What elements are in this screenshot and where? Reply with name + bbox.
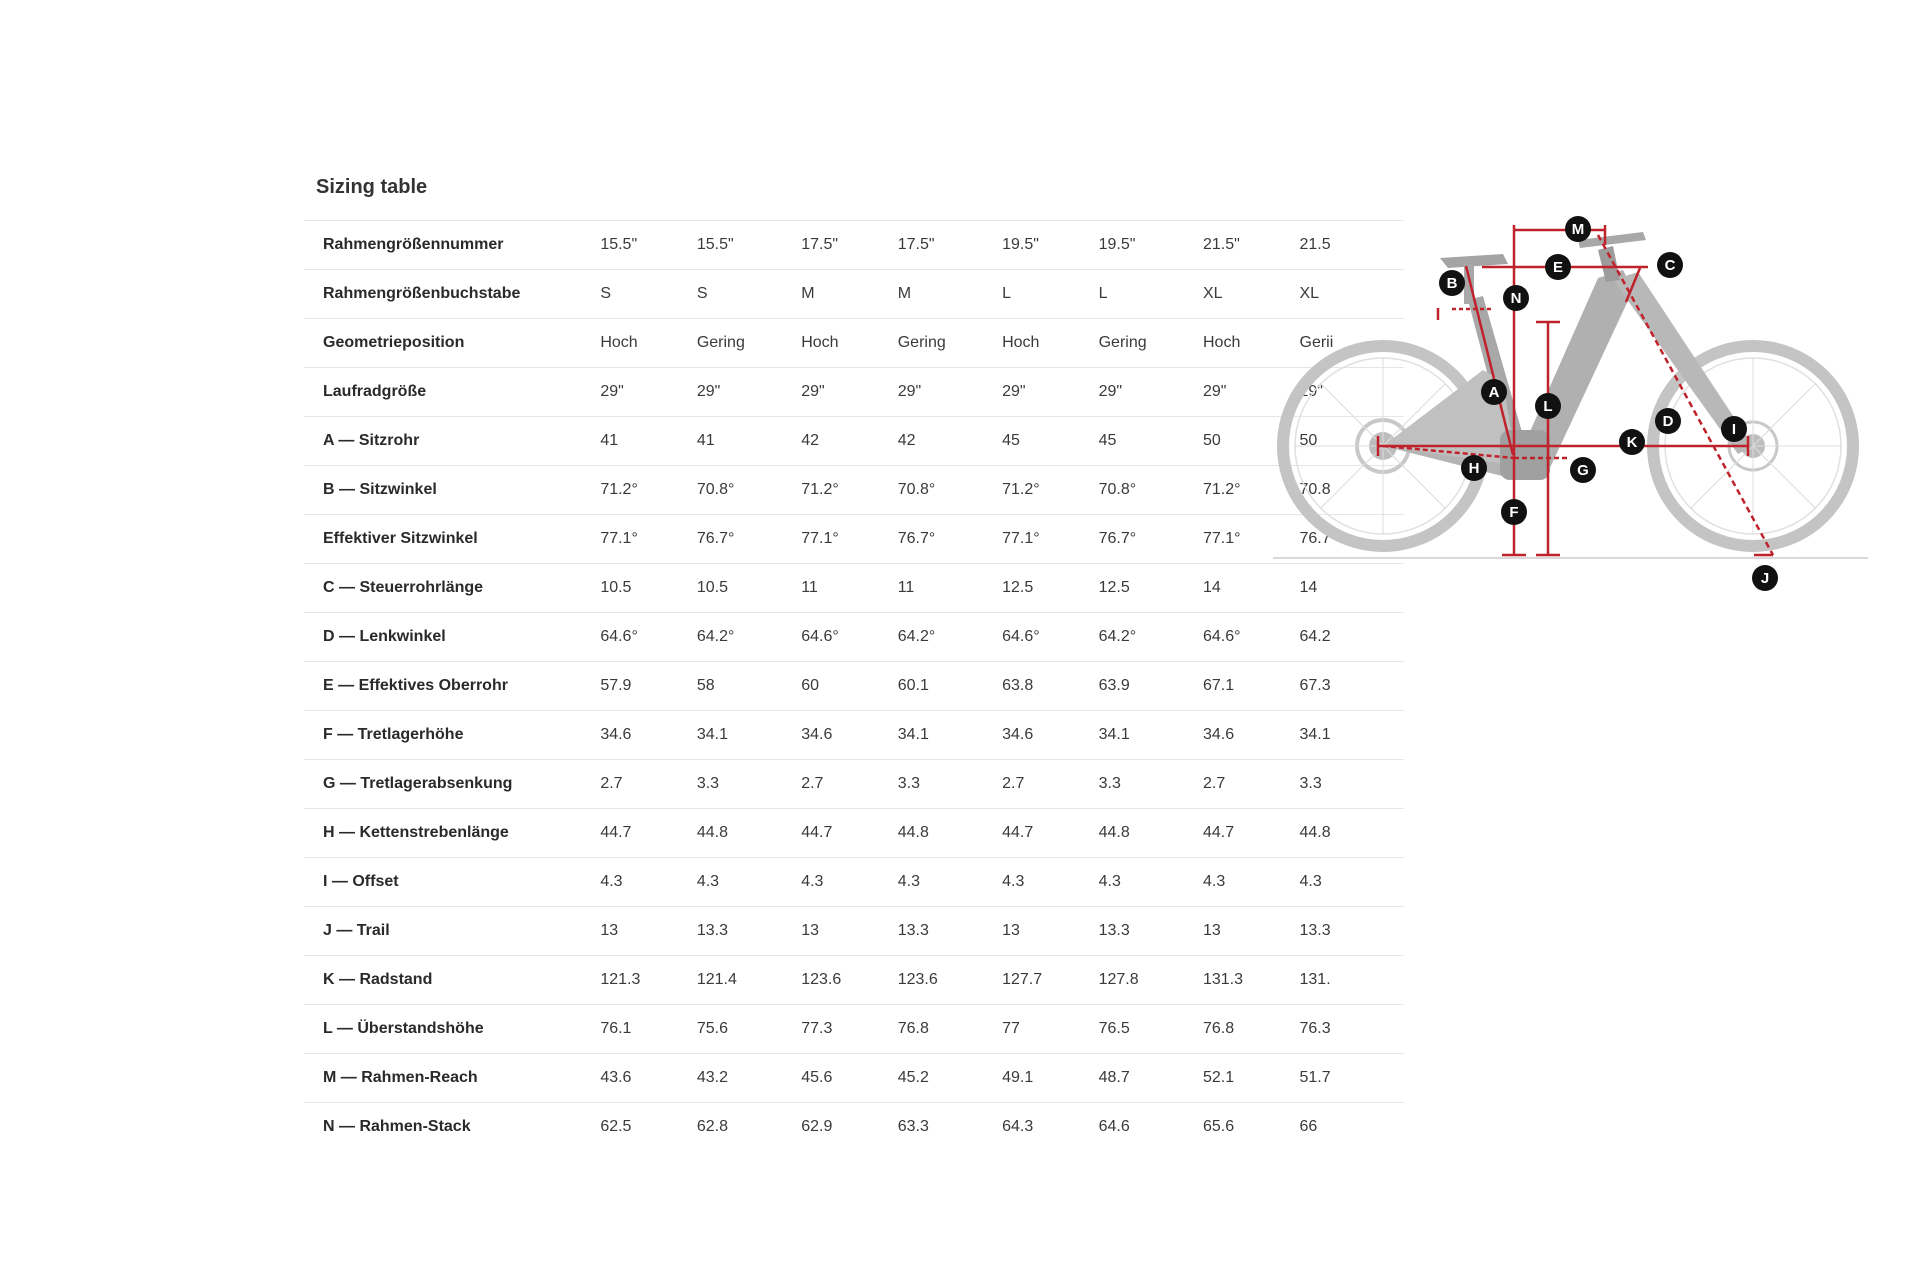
table-cell: 50 [1203,417,1300,466]
table-cell: 14 [1300,564,1405,613]
table-cell: 121.3 [600,956,697,1005]
table-cell: 10.5 [600,564,697,613]
table-cell: 4.3 [600,858,697,907]
row-label: J — Trail [304,907,600,956]
row-label: E — Effektives Oberrohr [304,662,600,711]
table-cell: 3.3 [1300,760,1405,809]
table-cell: 71.2° [801,466,898,515]
badge-n [1503,285,1529,311]
table-cell: 4.3 [801,858,898,907]
table-cell: 4.3 [1002,858,1099,907]
svg-text:C: C [1664,257,1676,274]
svg-text:I: I [1731,421,1737,438]
table-cell: 44.7 [1002,809,1099,858]
table-cell: 11 [801,564,898,613]
table-cell: Hoch [1002,319,1099,368]
table-cell: 44.7 [1203,809,1300,858]
table-cell: 13.3 [898,907,1002,956]
table-cell: 70.8° [1099,466,1203,515]
table-cell: Gering [1099,319,1203,368]
table-cell: 34.6 [1002,711,1099,760]
table-cell: 44.7 [801,809,898,858]
table-cell: 43.2 [697,1054,801,1103]
row-label: Rahmengrößenbuchstabe [304,270,600,319]
svg-text:J: J [1760,570,1770,587]
table-cell: 65.6 [1203,1103,1300,1152]
table-cell: 75.6 [697,1005,801,1054]
row-label: Laufradgröße [304,368,600,417]
table-cell: 76.7° [697,515,801,564]
table-cell: Hoch [600,319,697,368]
table-cell: 77.3 [801,1005,898,1054]
table-cell: 15.5" [697,221,801,270]
table-cell: 76.7° [1099,515,1203,564]
table-cell: 76.5 [1099,1005,1203,1054]
table-row [304,417,1404,466]
table-cell: 76.7 [1300,515,1405,564]
table-row [304,956,1404,1005]
table-row [304,711,1404,760]
table-cell: 44.7 [600,809,697,858]
row-label: L — Überstandshöhe [304,1005,600,1054]
table-cell: 51.7 [1300,1054,1405,1103]
table-cell: Gerii [1300,319,1405,368]
table-cell: 123.6 [801,956,898,1005]
badge-b [1439,270,1465,296]
row-label: G — Tretlagerabsenkung [304,760,600,809]
badge-i [1721,416,1747,442]
table-cell: 62.5 [600,1103,697,1152]
table-cell: 127.8 [1099,956,1203,1005]
table-cell: 77.1° [801,515,898,564]
table-cell: 60.1 [898,662,1002,711]
table-cell: 63.9 [1099,662,1203,711]
badge-j [1752,565,1778,591]
table-cell: 13 [1203,907,1300,956]
table-cell: 64.3 [1002,1103,1099,1152]
svg-text:D: D [1662,413,1674,430]
table-cell: 77 [1002,1005,1099,1054]
table-cell: 34.6 [1203,711,1300,760]
table-cell: 4.3 [898,858,1002,907]
table-cell: 76.1 [600,1005,697,1054]
table-cell: 49.1 [1002,1054,1099,1103]
table-cell: 11 [898,564,1002,613]
table-cell: 63.3 [898,1103,1002,1152]
table-row [304,858,1404,907]
table-cell: 64.6° [1203,613,1300,662]
table-cell: Gering [697,319,801,368]
table-cell: 42 [801,417,898,466]
table-cell: 17.5" [801,221,898,270]
table-cell: 34.1 [1300,711,1405,760]
badge-k [1619,429,1645,455]
table-cell: 29" [1203,368,1300,417]
badge-f [1501,499,1527,525]
svg-text:E: E [1552,259,1564,276]
table-cell: 13 [600,907,697,956]
table-cell: 52.1 [1203,1054,1300,1103]
bike-geometry-diagram [1268,210,1868,610]
sizing-table [304,220,1404,1151]
table-cell: 12.5 [1002,564,1099,613]
row-label: A — Sitzrohr [304,417,600,466]
table-cell: 21.5 [1300,221,1405,270]
table-cell: 2.7 [1002,760,1099,809]
sizing-table-container[interactable] [304,220,1334,1151]
row-label: Effektiver Sitzwinkel [304,515,600,564]
svg-text:K: K [1626,434,1638,451]
page-title: Sizing table [316,176,428,198]
table-row [304,564,1404,613]
table-cell: 29" [1300,368,1405,417]
table-cell: 29" [697,368,801,417]
table-cell: 34.6 [801,711,898,760]
table-cell: M [801,270,898,319]
table-cell: 13.3 [697,907,801,956]
table-cell: 34.1 [898,711,1002,760]
table-cell: XL [1203,270,1300,319]
table-cell: 76.8 [898,1005,1002,1054]
table-cell: 44.8 [1099,809,1203,858]
table-cell: 76.8 [1203,1005,1300,1054]
table-cell: Hoch [1203,319,1300,368]
table-cell: 2.7 [801,760,898,809]
row-label: K — Radstand [304,956,600,1005]
table-cell: 3.3 [1099,760,1203,809]
table-cell: 77.1° [1002,515,1099,564]
table-cell: 77.1° [600,515,697,564]
table-cell: 12.5 [1099,564,1203,613]
table-cell: 121.4 [697,956,801,1005]
row-label: I — Offset [304,858,600,907]
table-cell: 43.6 [600,1054,697,1103]
table-cell: 17.5" [898,221,1002,270]
table-row [304,907,1404,956]
table-cell: 60 [801,662,898,711]
table-cell: 131. [1300,956,1405,1005]
table-cell: Gering [898,319,1002,368]
badge-d [1655,408,1681,434]
table-cell: 29" [600,368,697,417]
svg-text:N: N [1510,290,1522,307]
table-row [304,1005,1404,1054]
table-cell: 44.8 [697,809,801,858]
table-cell: 76.7° [898,515,1002,564]
table-cell: 13.3 [1099,907,1203,956]
table-cell: 2.7 [1203,760,1300,809]
table-cell: 15.5" [600,221,697,270]
table-cell: 13 [1002,907,1099,956]
table-cell: 70.8° [898,466,1002,515]
badge-c [1657,252,1683,278]
badge-l [1535,393,1561,419]
table-cell: 10.5 [697,564,801,613]
table-row [304,466,1404,515]
row-label: M — Rahmen-Reach [304,1054,600,1103]
table-cell: 29" [1002,368,1099,417]
table-cell: 19.5" [1099,221,1203,270]
table-row [304,319,1404,368]
row-label: B — Sitzwinkel [304,466,600,515]
table-cell: 44.8 [898,809,1002,858]
table-cell: 41 [600,417,697,466]
table-cell: 71.2° [1002,466,1099,515]
svg-text:L: L [1543,398,1553,415]
row-label: Rahmengrößennummer [304,221,600,270]
table-cell: 4.3 [697,858,801,907]
table-cell: 3.3 [898,760,1002,809]
badge-e [1545,254,1571,280]
table-cell: Hoch [801,319,898,368]
table-cell: 19.5" [1002,221,1099,270]
table-cell: 67.3 [1300,662,1405,711]
row-label: H — Kettenstrebenlänge [304,809,600,858]
table-cell: 34.6 [600,711,697,760]
table-cell: 131.3 [1203,956,1300,1005]
table-cell: L [1002,270,1099,319]
svg-text:M: M [1571,221,1585,238]
badge-m [1565,216,1591,242]
badge-a [1481,379,1507,405]
table-cell: 58 [697,662,801,711]
badge-g [1570,457,1596,483]
table-cell: 4.3 [1099,858,1203,907]
table-cell: 41 [697,417,801,466]
table-cell: 50 [1300,417,1405,466]
table-cell: 44.8 [1300,809,1405,858]
table-cell: 45 [1099,417,1203,466]
table-cell: 64.2° [898,613,1002,662]
svg-text:H: H [1468,460,1480,477]
table-cell: 13 [801,907,898,956]
svg-text:F: F [1509,504,1519,521]
table-cell: 45.2 [898,1054,1002,1103]
table-cell: 21.5" [1203,221,1300,270]
svg-text:B: B [1446,275,1458,292]
table-cell: 71.2° [600,466,697,515]
sizing-table-body [304,221,1404,1152]
table-cell: XL [1300,270,1405,319]
table-cell: 64.2° [1099,613,1203,662]
row-label: D — Lenkwinkel [304,613,600,662]
row-label: N — Rahmen-Stack [304,1103,600,1152]
table-cell: 57.9 [600,662,697,711]
svg-text:A: A [1488,384,1500,401]
table-cell: 70.8° [697,466,801,515]
badge-h [1461,455,1487,481]
table-cell: 42 [898,417,1002,466]
table-cell: 45 [1002,417,1099,466]
table-cell: 64.6 [1099,1103,1203,1152]
table-cell: 67.1 [1203,662,1300,711]
table-cell: 70.8 [1300,466,1405,515]
table-cell: 71.2° [1203,466,1300,515]
table-cell: 48.7 [1099,1054,1203,1103]
table-cell: 64.2 [1300,613,1405,662]
svg-text:G: G [1577,462,1589,479]
table-row [304,809,1404,858]
row-label: Geometrieposition [304,319,600,368]
table-row [304,270,1404,319]
table-row [304,613,1404,662]
table-cell: 29" [1099,368,1203,417]
table-cell: 3.3 [697,760,801,809]
table-row [304,1103,1404,1152]
table-row [304,1054,1404,1103]
table-cell: 34.1 [697,711,801,760]
table-cell: 14 [1203,564,1300,613]
table-row [304,760,1404,809]
table-cell: L [1099,270,1203,319]
table-row [304,515,1404,564]
table-cell: 2.7 [600,760,697,809]
table-cell: S [697,270,801,319]
table-cell: 64.6° [801,613,898,662]
table-cell: 64.2° [697,613,801,662]
table-cell: 62.9 [801,1103,898,1152]
table-cell: 45.6 [801,1054,898,1103]
table-cell: 4.3 [1300,858,1405,907]
table-cell: 63.8 [1002,662,1099,711]
table-cell: S [600,270,697,319]
table-cell: 29" [898,368,1002,417]
table-cell: 77.1° [1203,515,1300,564]
table-row [304,221,1404,270]
bike-geometry-svg [1268,210,1868,610]
table-cell: 34.1 [1099,711,1203,760]
row-label: C — Steuerrohrlänge [304,564,600,613]
table-cell: 66 [1300,1103,1405,1152]
table-cell: 13.3 [1300,907,1405,956]
table-cell: 4.3 [1203,858,1300,907]
table-row [304,368,1404,417]
table-row [304,662,1404,711]
table-cell: 64.6° [600,613,697,662]
table-cell: M [898,270,1002,319]
table-cell: 29" [801,368,898,417]
table-cell: 127.7 [1002,956,1099,1005]
row-label: F — Tretlagerhöhe [304,711,600,760]
table-cell: 62.8 [697,1103,801,1152]
table-cell: 64.6° [1002,613,1099,662]
table-cell: 76.3 [1300,1005,1405,1054]
table-cell: 123.6 [898,956,1002,1005]
